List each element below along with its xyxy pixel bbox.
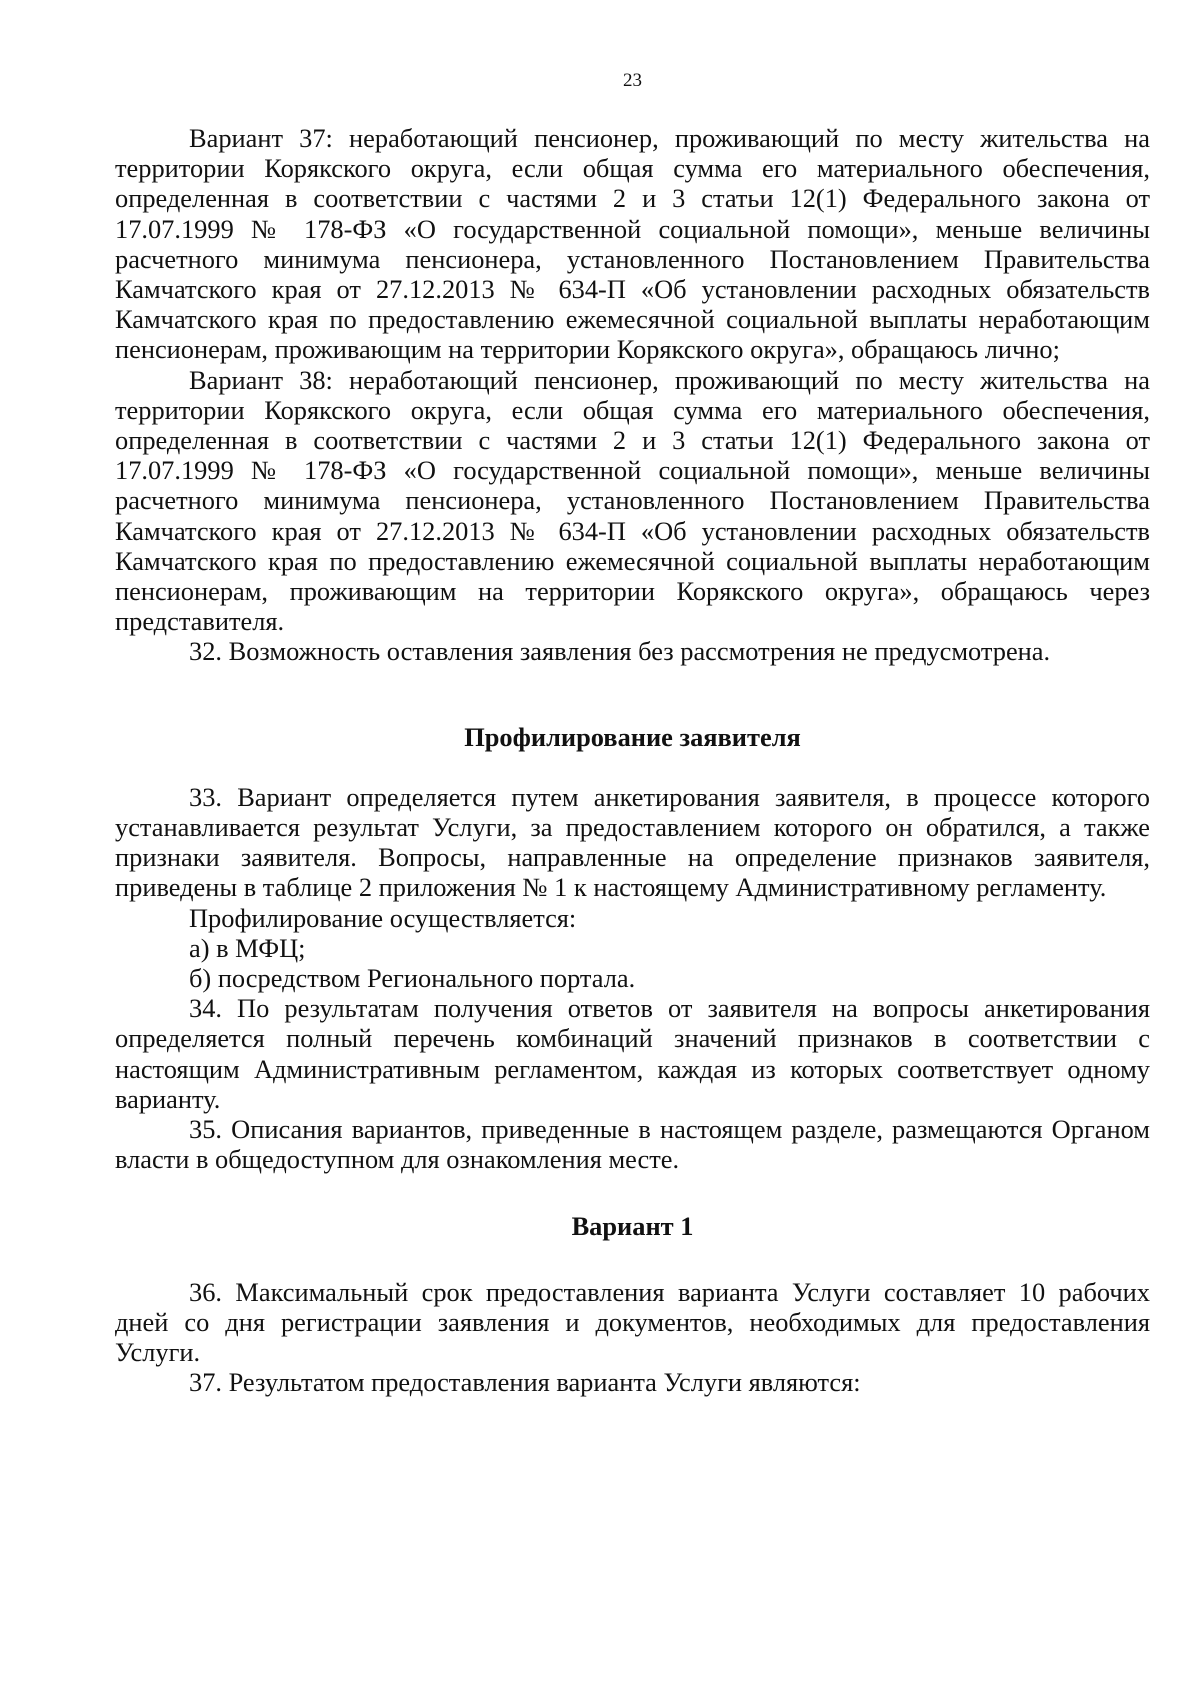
paragraph-34: 34. По результатам получения ответов от заявителя на вопросы анкетирования определяется полный перечень комбинаций значений признаков в соответствии с настоящим Административным регламентом, каждая из которых соответствует одному варианту. [115, 993, 1150, 1114]
paragraph-33: 33. Вариант определяется путем анкетирования заявителя, в процессе которого устанавливается результат Услуги, за предоставлением которого он обратился, а также признаки заявителя. Вопросы, направленные на определение признаков заявителя, приведены в таблице 2 приложения № 1 к настоящему Административному регламенту. [115, 781, 1150, 903]
page-number: 23 [623, 70, 642, 91]
paragraph-variant-38: Вариант 38: неработающий пенсионер, проживающий по месту жительства на территории Корякского округа, если общая сумма его материального обеспечения, определенная в соответствии с частями 2 и 3 статьи 12(1) Федерального закона от 17.07.1999 № 178-ФЗ «О государственной социальной помощи», меньше величины расчетного минимума пенсионера, установленного Постановлением Правительства Камчатского края от 27.12.2013 № 634-П «Об установлении расходных обязательств Камчатского края по предоставлению ежемесячной социальной выплаты неработающим пенсионерам, проживающим на территории Корякского округа», обращаюсь через представителя. [115, 364, 1150, 637]
paragraph-32: 32. Возможность оставления заявления без рассмотрения не предусмотрена. [189, 636, 1051, 667]
section-heading-profiling: Профилирование заявителя [464, 721, 801, 752]
paragraph-35: 35. Описания вариантов, приведенные в настоящем разделе, размещаются Органом власти в общедоступном для ознакомления месте. [115, 1114, 1150, 1175]
spacer [115, 752, 1150, 782]
paragraph-variant-37: Вариант 37: неработающий пенсионер, проживающий по месту жительства на территории Корякского округа, если общая сумма его материального обеспечения, определенная в соответствии с частями 2 и 3 статьи 12(1) Федерального закона от 17.07.1999 № 178-ФЗ «О государственной социальной помощи», меньше величины расчетного минимума пенсионера, установленного Постановлением Правительства Камчатского края от 27.12.2013 № 634-П «Об установлении расходных обязательств Камчатского края по предоставлению ежемесячной социальной выплаты неработающим пенсионерам, проживающим на территории Корякского округа», обращаюсь лично; [115, 123, 1150, 365]
spacer [115, 1241, 1150, 1277]
paragraph-36: 36. Максимальный срок предоставления варианта Услуги составляет 10 рабочих дней со дня регистрации заявления и документов, необходимых для предоставления Услуги. [115, 1276, 1150, 1368]
list-item-b: б) посредством Регионального портала. [189, 963, 636, 994]
section-heading-variant-1: Вариант 1 [571, 1210, 694, 1241]
spacer [115, 1175, 1150, 1211]
paragraph-37: 37. Результатом предоставления варианта Услуги являются: [189, 1367, 861, 1398]
document-body [115, 123, 1150, 1398]
paragraph-profiling-intro: Профилирование осуществляется: [189, 902, 577, 933]
spacer [115, 667, 1150, 722]
list-item-a: а) в МФЦ; [189, 932, 306, 963]
